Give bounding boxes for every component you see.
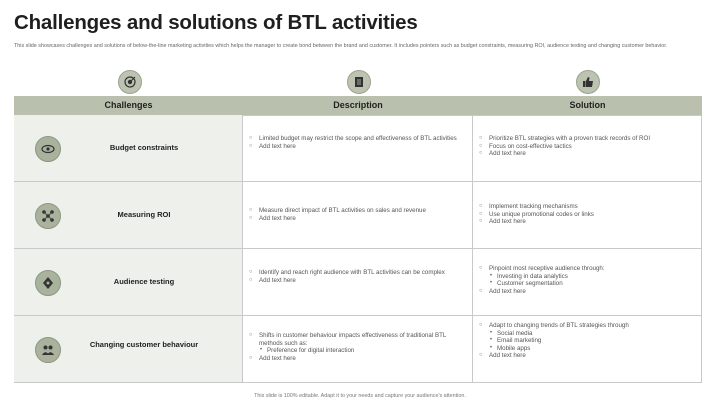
solution-item: ○ Add text here (479, 352, 694, 360)
pen-tool-icon (35, 270, 61, 296)
column-header-description: Description (333, 100, 383, 110)
table-row (14, 182, 702, 249)
description-item: ○ Shifts in customer behaviour impacts effectiveness of traditional BTL methods such as: (249, 332, 464, 347)
description-item: ○ Limited budget may restrict the scope and effectiveness of BTL activities (249, 135, 464, 143)
column-header-challenges: Challenges (104, 100, 153, 110)
description-item: ○ Measure direct impact of BTL activities on sales and revenue (249, 207, 464, 215)
table-row (14, 249, 702, 316)
solution-cell (473, 182, 702, 248)
description-cell (243, 182, 473, 248)
description-item: ○ Add text here (249, 215, 464, 223)
description-cell (243, 316, 473, 382)
solution-cell (473, 249, 702, 315)
thumbs-up-icon (576, 70, 600, 94)
challenge-label: Changing customer behaviour (89, 340, 199, 349)
solution-item: ○ Use unique promotional codes or links (479, 211, 694, 219)
description-item: ○ Add text here (249, 143, 464, 151)
solution-item: ○ Add text here (479, 218, 694, 226)
solution-item: ○ Implement tracking mechanisms (479, 203, 694, 211)
description-cell (243, 249, 473, 315)
people-icon (35, 337, 61, 363)
ledger-icon (347, 70, 371, 94)
solution-item: ○ Adapt to changing trends of BTL strategies through (479, 322, 694, 330)
description-cell (243, 115, 473, 181)
table-row (14, 115, 702, 182)
description-subitem: • Preference for digital interaction (249, 347, 464, 355)
solution-cell (473, 115, 702, 181)
target-icon (118, 70, 142, 94)
description-item: ○ Add text here (249, 277, 464, 285)
footer-note: This slide is 100% editable. Adapt it to your needs and capture your audience's attention. (254, 393, 466, 399)
solution-subitem: • Social media (479, 330, 694, 338)
solution-item: ○ Focus on cost-effective tactics (479, 143, 694, 151)
solution-item: ○ Prioritize BTL strategies with a proven track records of ROI (479, 135, 694, 143)
challenge-cell (14, 249, 243, 315)
challenge-cell (14, 115, 243, 181)
page-subtitle: This slide showcases challenges and solutions of below-the-line marketing activities which helps the manager to create bond between the brand and customer. It includes pointers such as budget constraints, measuring ROI, audience testing and changing customer behavior. (14, 43, 668, 49)
challenge-label: Budget constraints (109, 143, 179, 152)
solution-cell (473, 316, 702, 382)
page-title: Challenges and solutions of BTL activities (14, 11, 418, 34)
solution-subitem: • Customer segmentation (479, 280, 694, 288)
solution-subitem: • Investing in data analytics (479, 273, 694, 281)
solution-item: ○ Pinpoint most receptive audience through: (479, 265, 694, 273)
challenge-cell (14, 182, 243, 248)
coins-icon (35, 136, 61, 162)
challenge-label: Audience testing (113, 277, 175, 286)
description-item: ○ Identify and reach right audience with BTL activities can be complex (249, 269, 464, 277)
table-row (14, 316, 702, 383)
solution-subitem: • Mobile apps (479, 345, 694, 353)
solution-item: ○ Add text here (479, 150, 694, 158)
column-header-solution: Solution (569, 100, 606, 110)
network-icon (35, 203, 61, 229)
solution-item: ○ Add text here (479, 288, 694, 296)
description-item: ○ Add text here (249, 355, 464, 363)
challenge-label: Measuring ROI (117, 210, 171, 219)
solution-subitem: • Email marketing (479, 337, 694, 345)
challenge-cell (14, 316, 243, 382)
